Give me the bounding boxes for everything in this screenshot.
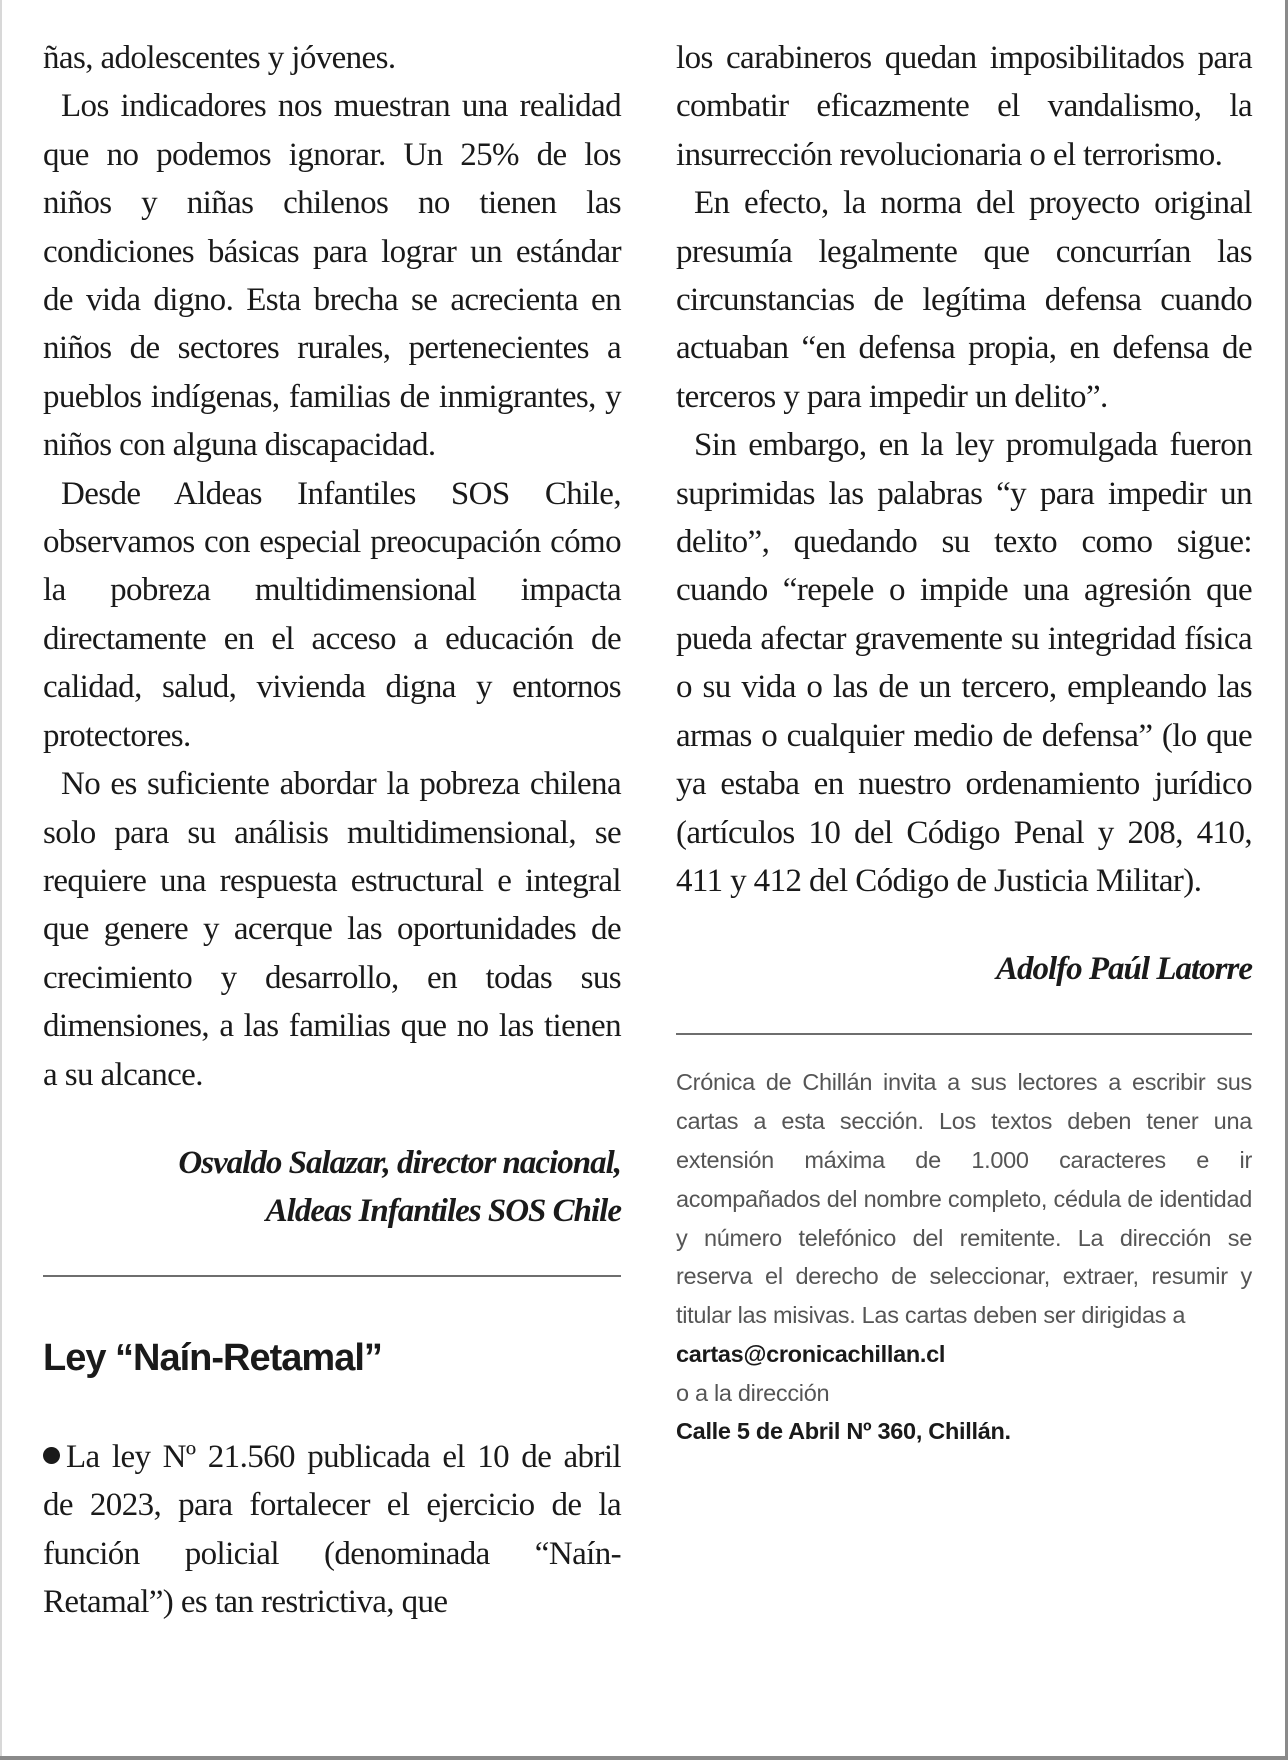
bullet-icon (43, 1447, 60, 1464)
letter-signature: Adolfo Paúl Latorre (995, 951, 1252, 988)
notice-email: cartas@cronicachillan.cl (676, 1340, 946, 1367)
letter-paragraph: ñas, adolescentes y jóvenes. (43, 40, 396, 76)
letter-paragraph: Sin embargo, en la ley promulgada fueron suprimidas las palabras “y para impedir un delito”, quedando su texto como sigue: cuando “repele o impide una agresión que pueda afectar gravemente su integridad física o su vida o las de un tercero, empleando las armas o cualquier medio de defensa” (lo que ya estaba en nuestro ordenamiento jurídico (artículos 10 del Código Penal y 208, 410, 411 y 412 del Código de Justicia Militar). (676, 427, 1252, 899)
section-divider (43, 1275, 621, 1277)
left-column (43, 34, 621, 1627)
section-divider (676, 1033, 1252, 1035)
letter-paragraph: los carabineros quedan imposibilitados para combatir eficazmente el vandalismo, la insurrección revolucionaria o el terrorismo. (676, 40, 1252, 173)
letters-notice-box (676, 1063, 1252, 1451)
notice-address: Calle 5 de Abril Nº 360, Chillán. (676, 1418, 1011, 1445)
letter-paragraph: En efecto, la norma del proyecto original presumía legalmente que concurrían las circunstancias de legítima defensa cuando actuaban “en defensa propia, en defensa de terceros y para impedir un delito”. (676, 185, 1252, 415)
letter-paragraph: No es suficiente abordar la pobreza chilena solo para su análisis multidimensional, se requiere una respuesta estructural e integral que genere y acerque las oportunidades de crecimiento y desarrollo, en todas sus dimensiones, a las familias que no las tienen a su alcance. (43, 766, 621, 1093)
letter-signature (43, 1139, 621, 1235)
right-column (676, 34, 1252, 1451)
lead-paragraph (43, 1433, 621, 1627)
signature-name-line: Osvaldo Salazar, director nacional, (178, 1144, 621, 1181)
notice-text: Crónica de Chillán invita a sus lectores a escribir sus cartas a esta sección. Los textos deben tener una extensión máxima de 1.000 caracteres e ir acompañados del nombre completo, cédula de identidad y número telefónico del remitente. La dirección se reserva el derecho de seleccionar, extraer, resumir y titular las misivas. Las cartas deben ser dirigidas a (676, 1069, 1252, 1329)
letter-paragraph: Los indicadores nos muestran una realidad que no podemos ignorar. Un 25% de los niños y niñas chilenos no tienen las condiciones básicas para lograr un estándar de vida digno. Esta brecha se acrecienta en niños de sectores rurales, pertenecientes a pueblos indígenas, familias de inmigrantes, y niños con alguna discapacidad. (43, 88, 621, 464)
letter-paragraph: Desde Aldeas Infantiles SOS Chile, observamos con especial preocupación cómo la pobreza multidimensional impacta directamente en el acceso a educación de calidad, salud, vivienda digna y entornos protectores. (43, 475, 621, 754)
page-edge-left (0, 0, 2, 1760)
letter-headline: Ley “Naín-Retamal” (43, 1336, 382, 1379)
page-edge-bottom (0, 1756, 1288, 1760)
signature-org-line: Aldeas Infantiles SOS Chile (265, 1192, 621, 1229)
notice-connector: o a la dirección (676, 1379, 830, 1406)
lead-paragraph-text: La ley Nº 21.560 publicada el 10 de abril de 2023, para fortalecer el ejercicio de la función policial (denominada “Naín-Retamal”) es tan restrictiva, que (43, 1438, 621, 1621)
